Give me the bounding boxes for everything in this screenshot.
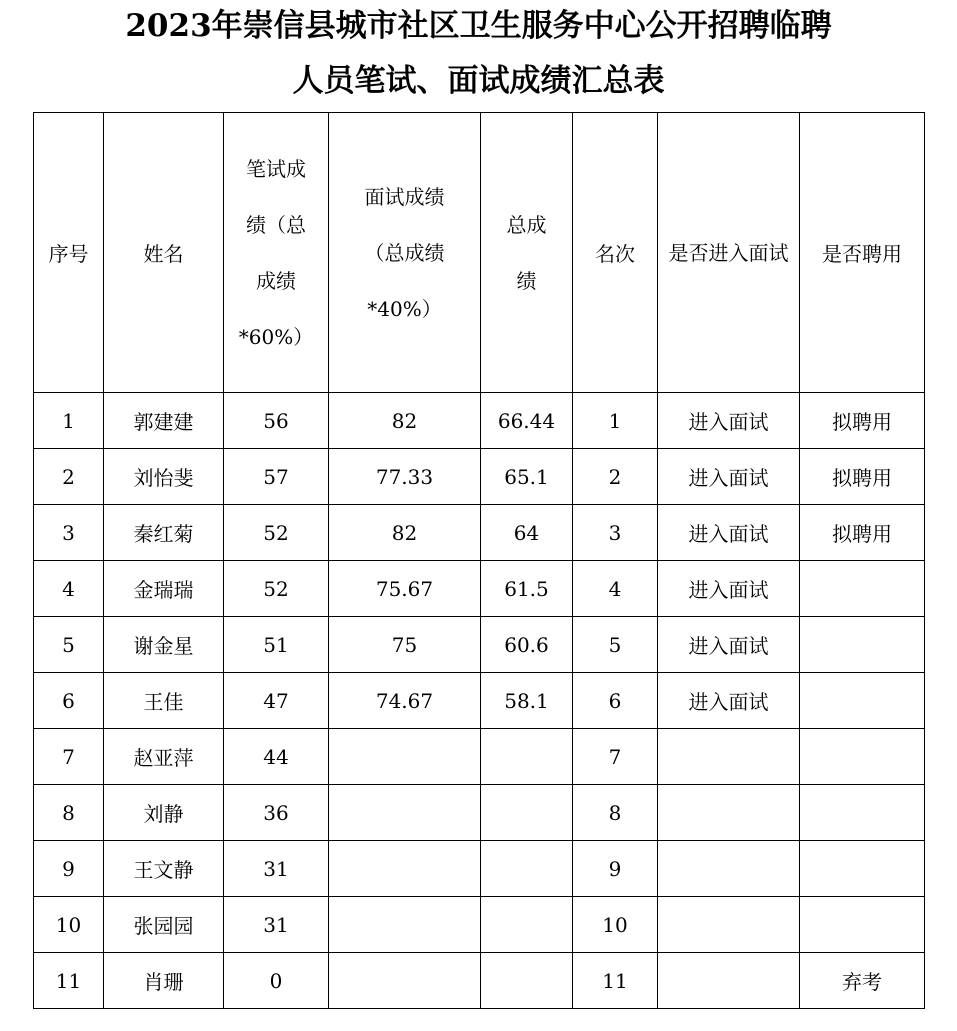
cell-total-score: [481, 729, 573, 785]
cell-interview-score: [329, 785, 481, 841]
cell-rank: 6: [573, 673, 658, 729]
cell-rank: 11: [573, 953, 658, 1009]
cell-interview-score: 77.33: [329, 449, 481, 505]
header-interview-score: 面试成绩（总成绩*40%）: [329, 113, 481, 393]
cell-hired: 拟聘用: [800, 505, 925, 561]
table-row: [34, 897, 925, 953]
cell-written-score: 57: [224, 449, 329, 505]
cell-written-score: 56: [224, 393, 329, 449]
cell-rank: 5: [573, 617, 658, 673]
cell-total-score: [481, 897, 573, 953]
table-row: [34, 785, 925, 841]
cell-interview-score: 75.67: [329, 561, 481, 617]
cell-name: 张园园: [104, 897, 224, 953]
cell-name: 谢金星: [104, 617, 224, 673]
header-enter-interview: 是否进入面试: [658, 113, 800, 393]
cell-hired: 拟聘用: [800, 393, 925, 449]
cell-total-score: 61.5: [481, 561, 573, 617]
header-name: 姓名: [104, 113, 224, 393]
cell-name: 王佳: [104, 673, 224, 729]
table-row: [34, 449, 925, 505]
cell-hired: [800, 673, 925, 729]
cell-seq: 1: [34, 393, 104, 449]
cell-name: 刘怡斐: [104, 449, 224, 505]
cell-interview-score: [329, 841, 481, 897]
cell-name: 秦红菊: [104, 505, 224, 561]
cell-name: 王文静: [104, 841, 224, 897]
cell-name: 郭建建: [104, 393, 224, 449]
header-written-score: 笔试成绩（总成绩*60%）: [224, 113, 329, 393]
table-row: [34, 841, 925, 897]
cell-name: 赵亚萍: [104, 729, 224, 785]
header-hired: 是否聘用: [800, 113, 925, 393]
cell-total-score: 58.1: [481, 673, 573, 729]
cell-written-score: 52: [224, 505, 329, 561]
table-row: [34, 561, 925, 617]
cell-total-score: 65.1: [481, 449, 573, 505]
cell-hired: [800, 617, 925, 673]
cell-seq: 10: [34, 897, 104, 953]
cell-seq: 3: [34, 505, 104, 561]
header-rank: 名次: [573, 113, 658, 393]
table-row: [34, 953, 925, 1009]
cell-enter-interview: 进入面试: [658, 449, 800, 505]
cell-hired: 拟聘用: [800, 449, 925, 505]
cell-total-score: 60.6: [481, 617, 573, 673]
cell-written-score: 47: [224, 673, 329, 729]
cell-hired: [800, 841, 925, 897]
cell-enter-interview: [658, 729, 800, 785]
cell-name: 金瑞瑞: [104, 561, 224, 617]
cell-total-score: [481, 953, 573, 1009]
cell-written-score: 31: [224, 841, 329, 897]
cell-interview-score: 74.67: [329, 673, 481, 729]
cell-interview-score: [329, 729, 481, 785]
cell-enter-interview: [658, 897, 800, 953]
cell-name: 肖珊: [104, 953, 224, 1009]
cell-enter-interview: 进入面试: [658, 561, 800, 617]
table-row: [34, 505, 925, 561]
cell-interview-score: [329, 953, 481, 1009]
cell-total-score: 66.44: [481, 393, 573, 449]
cell-name: 刘静: [104, 785, 224, 841]
score-table: [33, 112, 925, 1009]
cell-hired: [800, 897, 925, 953]
table-row: [34, 393, 925, 449]
cell-written-score: 36: [224, 785, 329, 841]
cell-rank: 10: [573, 897, 658, 953]
cell-seq: 4: [34, 561, 104, 617]
cell-interview-score: 82: [329, 505, 481, 561]
cell-written-score: 44: [224, 729, 329, 785]
cell-interview-score: 75: [329, 617, 481, 673]
cell-enter-interview: 进入面试: [658, 505, 800, 561]
cell-seq: 5: [34, 617, 104, 673]
table-header-row: [34, 113, 925, 393]
cell-rank: 9: [573, 841, 658, 897]
header-seq: 序号: [34, 113, 104, 393]
page-title-line-2: 人员笔试、面试成绩汇总表: [292, 63, 665, 99]
table-row: [34, 729, 925, 785]
cell-interview-score: [329, 897, 481, 953]
cell-seq: 11: [34, 953, 104, 1009]
cell-seq: 6: [34, 673, 104, 729]
cell-rank: 3: [573, 505, 658, 561]
cell-enter-interview: [658, 953, 800, 1009]
cell-hired: [800, 561, 925, 617]
cell-enter-interview: [658, 841, 800, 897]
cell-enter-interview: 进入面试: [658, 673, 800, 729]
cell-rank: 2: [573, 449, 658, 505]
cell-total-score: [481, 785, 573, 841]
header-total-score: 总成绩: [481, 113, 573, 393]
cell-written-score: 51: [224, 617, 329, 673]
cell-interview-score: 82: [329, 393, 481, 449]
cell-rank: 7: [573, 729, 658, 785]
cell-rank: 1: [573, 393, 658, 449]
cell-rank: 8: [573, 785, 658, 841]
cell-total-score: [481, 841, 573, 897]
table-row: [34, 617, 925, 673]
page-title-line-1: 2023年崇信县城市社区卫生服务中心公开招聘临聘: [125, 8, 832, 44]
cell-seq: 8: [34, 785, 104, 841]
cell-written-score: 0: [224, 953, 329, 1009]
cell-rank: 4: [573, 561, 658, 617]
table-row: [34, 673, 925, 729]
cell-written-score: 52: [224, 561, 329, 617]
cell-hired: 弃考: [800, 953, 925, 1009]
cell-enter-interview: 进入面试: [658, 393, 800, 449]
cell-seq: 9: [34, 841, 104, 897]
cell-seq: 7: [34, 729, 104, 785]
cell-total-score: 64: [481, 505, 573, 561]
cell-enter-interview: 进入面试: [658, 617, 800, 673]
cell-hired: [800, 729, 925, 785]
cell-seq: 2: [34, 449, 104, 505]
cell-hired: [800, 785, 925, 841]
cell-written-score: 31: [224, 897, 329, 953]
cell-enter-interview: [658, 785, 800, 841]
